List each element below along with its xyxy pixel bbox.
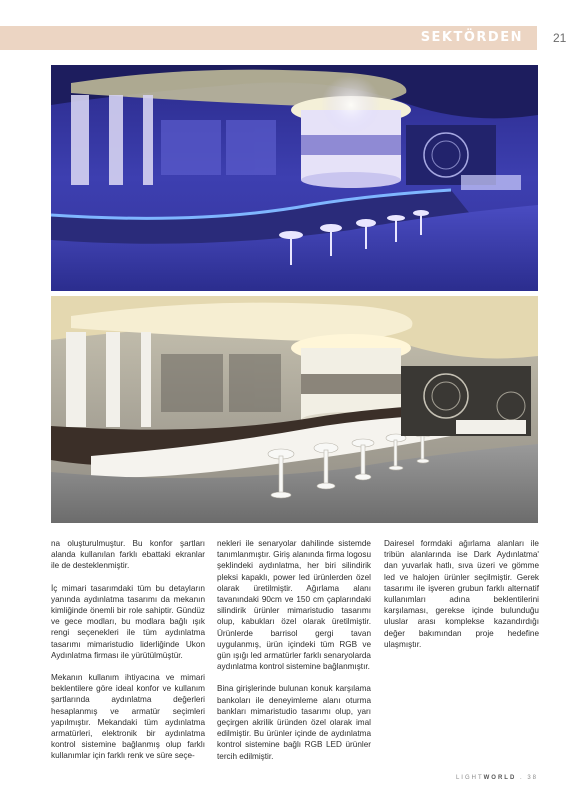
section-header-band	[0, 26, 537, 50]
article-column-3	[384, 538, 539, 661]
article-column-2	[217, 538, 371, 773]
page-number: 21	[553, 31, 567, 45]
lounge-photo-white-lighting	[51, 296, 538, 523]
lounge-photo-white-illustration	[51, 296, 538, 523]
article-paragraph: Dairesel formdaki ağırlama alanları ile tribün alanlarında ise Dark Aydınlatma' dan yuvarlak hatlı, sıva üzeri ve gömme led ve halojen ürünler seçilmiştir. Gerek tasarımı ile işveren grubun farklı alternatif kullanımları adına beklentilerini karşılaması, gerekse içinde bulunduğu uluslar arası komplekse kazandırdığı değer bakımından proje hedefine ulaşmıştır.	[384, 539, 539, 649]
article-paragraph: na oluşturulmuştur. Bu konfor şartları alanda kullanılan farklı ebattaki ekranlar ile de desteklenmiştir.	[51, 539, 205, 571]
article-paragraph: Mekanın kullanım ihtiyacına ve mimari beklentilere göre ideal konfor ve kullanım şartlarında aydınlatma değerleri hesaplanmış ve armatür seçimleri yapılmıştır. Mekandaki tüm aydınlatma armatürleri, elektronik bir aydınlatma kontrol sistemine bağlanmış olup farklı kullanımlar için farklı renk ve süre seçe-	[51, 673, 205, 761]
magazine-footer	[456, 775, 538, 781]
article-paragraph: nekleri ile senaryolar dahilinde sistemde tanımlanmıştır. Giriş alanında firma logosu şeklindeki aydınlatma, her biri silindirik pleksi kapaklı, power led ürünlerden özel olarak üretilmiştir. Ağırlama alanı tavanındaki 90cm ve 150 cm çaplarındaki silindirik ürünler mimaristudio tasarımı olup, kabukları özel olarak üretilmiştir. Ürünlerde barrisol gergi tavan uygulanmış, ürün içindeki tüm RGB ve gün ışığı led armatürler farklı senaryolarda aydınlatma kontrol sistemine bağlanmıştır.	[217, 539, 371, 672]
footer-issue: . 38	[519, 775, 538, 781]
article-column-1	[51, 538, 205, 773]
section-title: SEKTÖRDEN	[420, 30, 523, 45]
footer-brand-world: WORLD	[483, 775, 517, 781]
article-paragraph: Bina girişlerinde bulunan konuk karşılama bankoları ile deneyimleme alanı oturma bankları mimaristudio tasarımı olup, yarı geçirgen akrilik üründen özel olarak imal edilmiştir. Bu ürünler içinde de aydınlatma kontrol sistemine bağlı RGB LED ürünler tercih edilmiştir.	[217, 684, 371, 761]
article-paragraph: İç mimari tasarımdaki tüm bu detayların yanında aydınlatma tasarımı da mekanın kimliğinde önemli bir role sahiptir. Gündüz ve gece modları, bu modlara bağlı ışık rengi seçenekleri ile tüm aydınlatma tasarımı mimaristudio liderliğinde Ukon Aydınlatma firması ile yürütülmüştür.	[51, 583, 205, 660]
lounge-photo-blue-lighting	[51, 65, 538, 291]
lounge-photo-blue-illustration	[51, 65, 538, 291]
footer-brand-light: LIGHT	[455, 775, 484, 781]
